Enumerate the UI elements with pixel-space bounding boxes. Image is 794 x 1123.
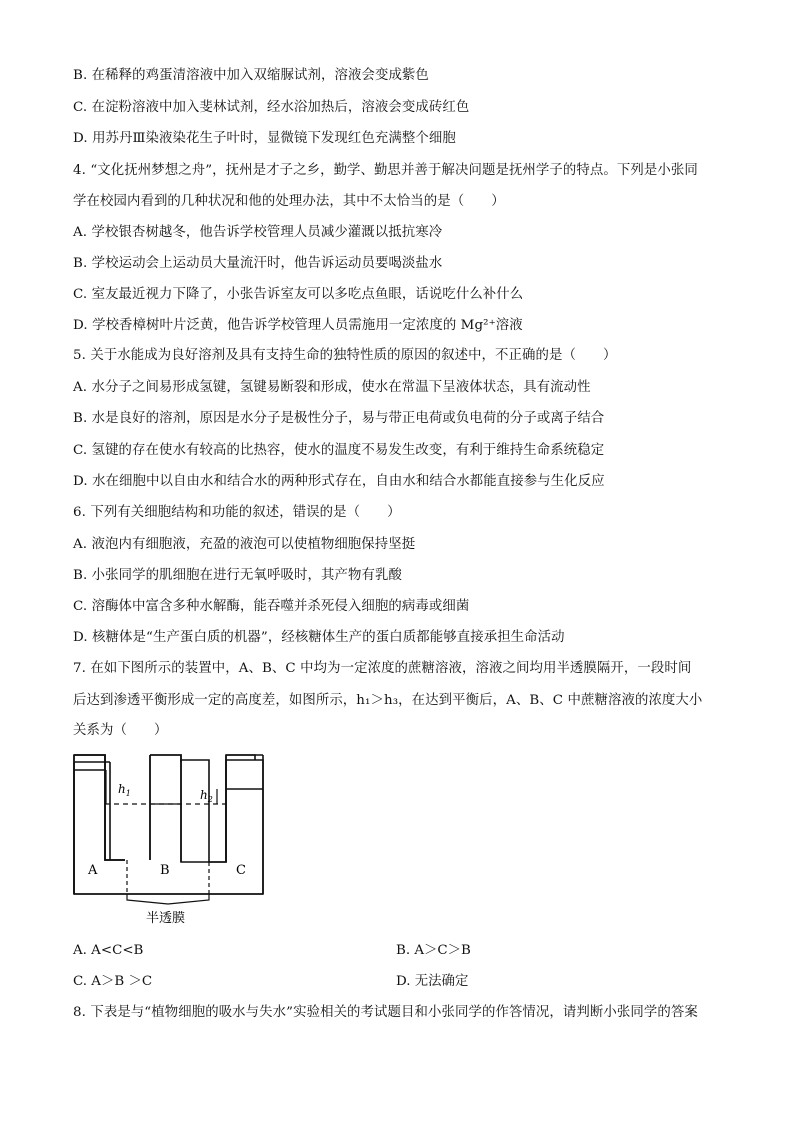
q7-option-a: A. A<C<B — [73, 943, 144, 958]
q4-option-c: C. 室友最近视力下降了，小张告诉室友可以多吃点鱼眼，话说吃什么补什么 — [73, 287, 524, 302]
q5-option-b: B. 水是良好的溶剂，原因是水分子是极性分子，易与带正电荷或负电荷的分子或离子结合 — [73, 411, 605, 426]
q5-option-d: D. 水在细胞中以自由水和结合水的两种形式存在，自由水和结合水都能直接参与生化反应 — [73, 474, 605, 489]
q7-option-c: C. A＞B ＞C — [73, 974, 153, 989]
q4-option-d: D. 学校香樟树叶片泛黄，他告诉学校管理人员需施用一定浓度的 Mg²⁺溶液 — [73, 318, 523, 333]
q7-stem-line1: 7. 在如下图所示的装置中，A、B、C 中均为一定浓度的蔗糖溶液，溶液之间均用半透膜隔开，一段时间 — [73, 661, 692, 676]
q6-option-a: A. 液泡内有细胞液，充盈的液泡可以使植物细胞保持坚挺 — [73, 537, 416, 552]
q7-stem-line2: 后达到渗透平衡形成一定的高度差，如图所示，h₁＞h₃，在达到平衡后，A、B、C 中蔗糖溶液的浓度大小 — [73, 693, 703, 708]
q5-option-a: A. 水分子之间易形成氢键，氢键易断裂和形成，使水在常温下呈液体状态，具有流动性 — [73, 380, 591, 395]
membrane-label: 半透膜 — [146, 911, 186, 926]
q7-stem-line3: 关系为（ ） — [73, 723, 168, 738]
q4-option-b: B. 学校运动会上运动员大量流汗时，他告诉运动员要喝淡盐水 — [73, 256, 443, 271]
h2-label: $h_2$ — [200, 788, 213, 804]
q3-option-d: D. 用苏丹Ⅲ染液染花生子叶时，显微镜下发现红色充满整个细胞 — [73, 131, 456, 146]
q8-stem: 8. 下表是与“植物细胞的吸水与失水”实验相关的考试题目和小张同学的作答情况，请判断小张同学的答案 — [73, 1005, 698, 1020]
q4-stem-line1: 4. “文化抚州梦想之舟”，抚州是才子之乡，勤学、勤思并善于解决问题是抚州学子的特点。下列是小张同 — [73, 163, 698, 178]
label-a: A — [88, 863, 98, 878]
q4-option-a: A. 学校银杏树越冬，他告诉学校管理人员减少灌溉以抵抗寒冷 — [73, 225, 443, 240]
h1-label: $h_1$ — [118, 782, 131, 798]
osmosis-apparatus-figure — [70, 752, 270, 930]
q6-option-d: D. 核糖体是“生产蛋白质的机器”，经核糖体生产的蛋白质都能够直接承担生命活动 — [73, 630, 565, 645]
membrane-pointer — [127, 894, 209, 904]
q7-option-b: B. A＞C＞B — [396, 943, 471, 958]
label-c: C — [236, 863, 246, 878]
q3-option-b: B. 在稀释的鸡蛋清溶液中加入双缩脲试剂，溶液会变成紫色 — [73, 68, 429, 83]
q6-option-c: C. 溶酶体中富含多种水解酶，能吞噬并杀死侵入细胞的病毒或细菌 — [73, 599, 470, 614]
q4-stem-line2: 学在校园内看到的几种状况和他的处理办法，其中不太恰当的是（ ） — [73, 194, 505, 209]
q3-option-c: C. 在淀粉溶液中加入斐林试剂，经水浴加热后，溶液会变成砖红色 — [73, 100, 470, 115]
q6-stem: 6. 下列有关细胞结构和功能的叙述，错误的是（ ） — [73, 505, 401, 520]
label-b: B — [160, 863, 170, 878]
q5-option-c: C. 氢键的存在使水有较高的比热容，使水的温度不易发生改变，有利于维持生命系统稳定 — [73, 443, 605, 458]
q7-option-d: D. 无法确定 — [396, 974, 469, 989]
q5-stem: 5. 关于水能成为良好溶剂及具有支持生命的独特性质的原因的叙述中，不正确的是（ ） — [73, 348, 617, 363]
q6-option-b: B. 小张同学的肌细胞在进行无氧呼吸时，其产物有乳酸 — [73, 568, 402, 583]
